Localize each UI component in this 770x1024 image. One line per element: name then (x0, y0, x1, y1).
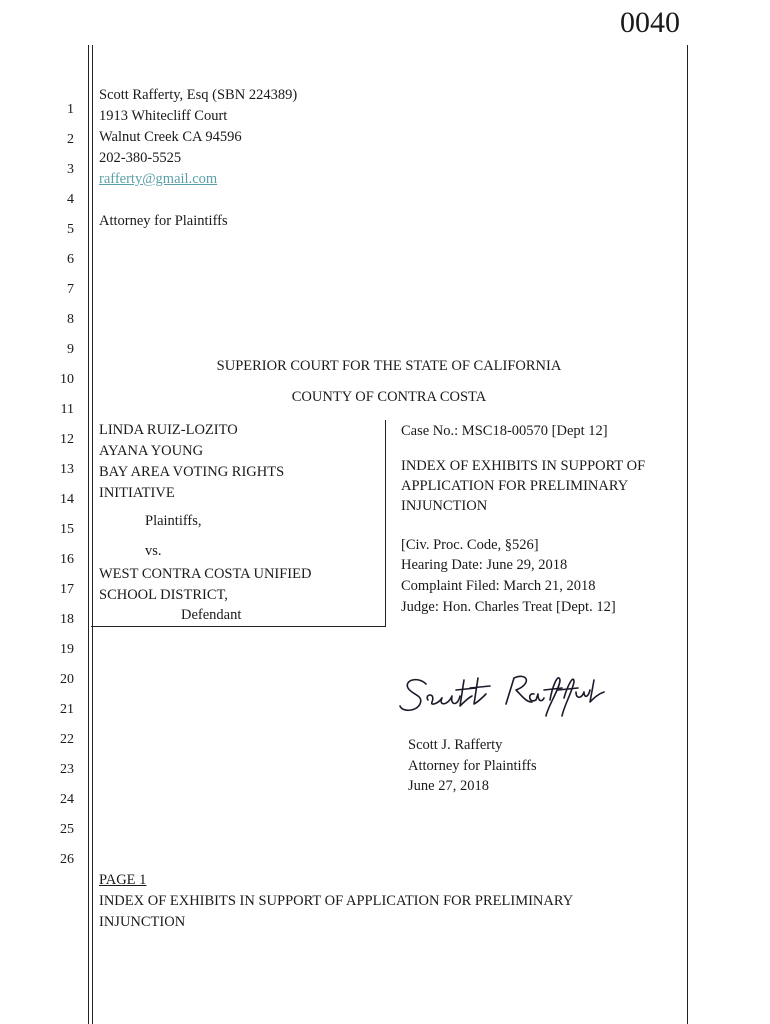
line-number: 2 (67, 132, 74, 147)
case-detail-line: Judge: Hon. Charles Treat [Dept. 12] (401, 599, 616, 615)
attorney-email-link[interactable]: rafferty@gmail.com (99, 171, 218, 187)
document-page-stamp: 0040 (620, 6, 680, 39)
line-number: 5 (67, 222, 74, 237)
line-number: 9 (67, 342, 74, 357)
signature-image (398, 662, 608, 722)
defendant-line: WEST CONTRA COSTA UNIFIED (99, 566, 312, 582)
document-title-line: INJUNCTION (401, 498, 488, 514)
court-name: SUPERIOR COURT FOR THE STATE OF CALIFORNIA (216, 358, 562, 374)
line-number: 20 (60, 672, 74, 687)
plaintiff-line: INITIATIVE (99, 485, 175, 501)
line-number: 8 (67, 312, 74, 327)
versus-label: vs. (145, 543, 162, 559)
line-number: 18 (60, 612, 74, 627)
line-number: 13 (60, 462, 74, 477)
line-number: 26 (60, 852, 74, 867)
signer-role: Attorney for Plaintiffs (408, 758, 537, 774)
attorney-street: 1913 Whitecliff Court (99, 108, 228, 124)
line-number: 14 (60, 492, 74, 507)
line-number: 7 (67, 282, 74, 297)
line-number: 6 (67, 252, 74, 267)
line-number: 12 (60, 432, 74, 447)
attorney-role: Attorney for Plaintiffs (99, 213, 228, 229)
case-number: Case No.: MSC18-00570 [Dept 12] (401, 423, 608, 439)
line-number: 25 (60, 822, 74, 837)
case-detail-line: [Civ. Proc. Code, §526] (401, 537, 539, 553)
plaintiffs-label: Plaintiffs, (145, 513, 202, 529)
attorney-name: Scott Rafferty, Esq (SBN 224389) (99, 87, 298, 103)
attorney-phone: 202-380-5525 (99, 150, 182, 166)
plaintiff-line: BAY AREA VOTING RIGHTS (99, 464, 285, 480)
line-number: 3 (67, 162, 74, 177)
line-number: 1 (67, 102, 74, 117)
footer-title-line: INJUNCTION (99, 914, 186, 930)
signer-name: Scott J. Rafferty (408, 737, 503, 753)
footer-page: PAGE 1 (99, 872, 147, 888)
line-number: 11 (60, 402, 74, 417)
defendant-label: Defendant (181, 607, 242, 623)
line-number: 10 (60, 372, 74, 387)
line-number: 22 (60, 732, 74, 747)
line-number: 19 (60, 642, 74, 657)
line-number: 16 (60, 552, 74, 567)
line-number: 17 (60, 582, 74, 597)
footer-title-line: INDEX OF EXHIBITS IN SUPPORT OF APPLICATION FOR PRELIMINARY (99, 893, 574, 909)
case-detail-line: Complaint Filed: March 21, 2018 (401, 578, 596, 594)
document-title-line: INDEX OF EXHIBITS IN SUPPORT OF (401, 458, 646, 474)
line-number: 23 (60, 762, 74, 777)
line-number: 21 (60, 702, 74, 717)
document-title-line: APPLICATION FOR PRELIMINARY (401, 478, 629, 494)
attorney-city: Walnut Creek CA 94596 (99, 129, 242, 145)
line-number: 15 (60, 522, 74, 537)
plaintiff-line: AYANA YOUNG (99, 443, 204, 459)
defendant-line: SCHOOL DISTRICT, (99, 587, 228, 603)
plaintiff-line: LINDA RUIZ-LOZITO (99, 422, 238, 438)
right-margin-rule (687, 45, 688, 1024)
signature-date: June 27, 2018 (408, 778, 489, 794)
line-number: 4 (67, 192, 74, 207)
line-number: 24 (60, 792, 74, 807)
case-detail-line: Hearing Date: June 29, 2018 (401, 557, 568, 573)
court-county: COUNTY OF CONTRA COSTA (291, 389, 487, 405)
left-margin-rule-outer (88, 45, 89, 1024)
